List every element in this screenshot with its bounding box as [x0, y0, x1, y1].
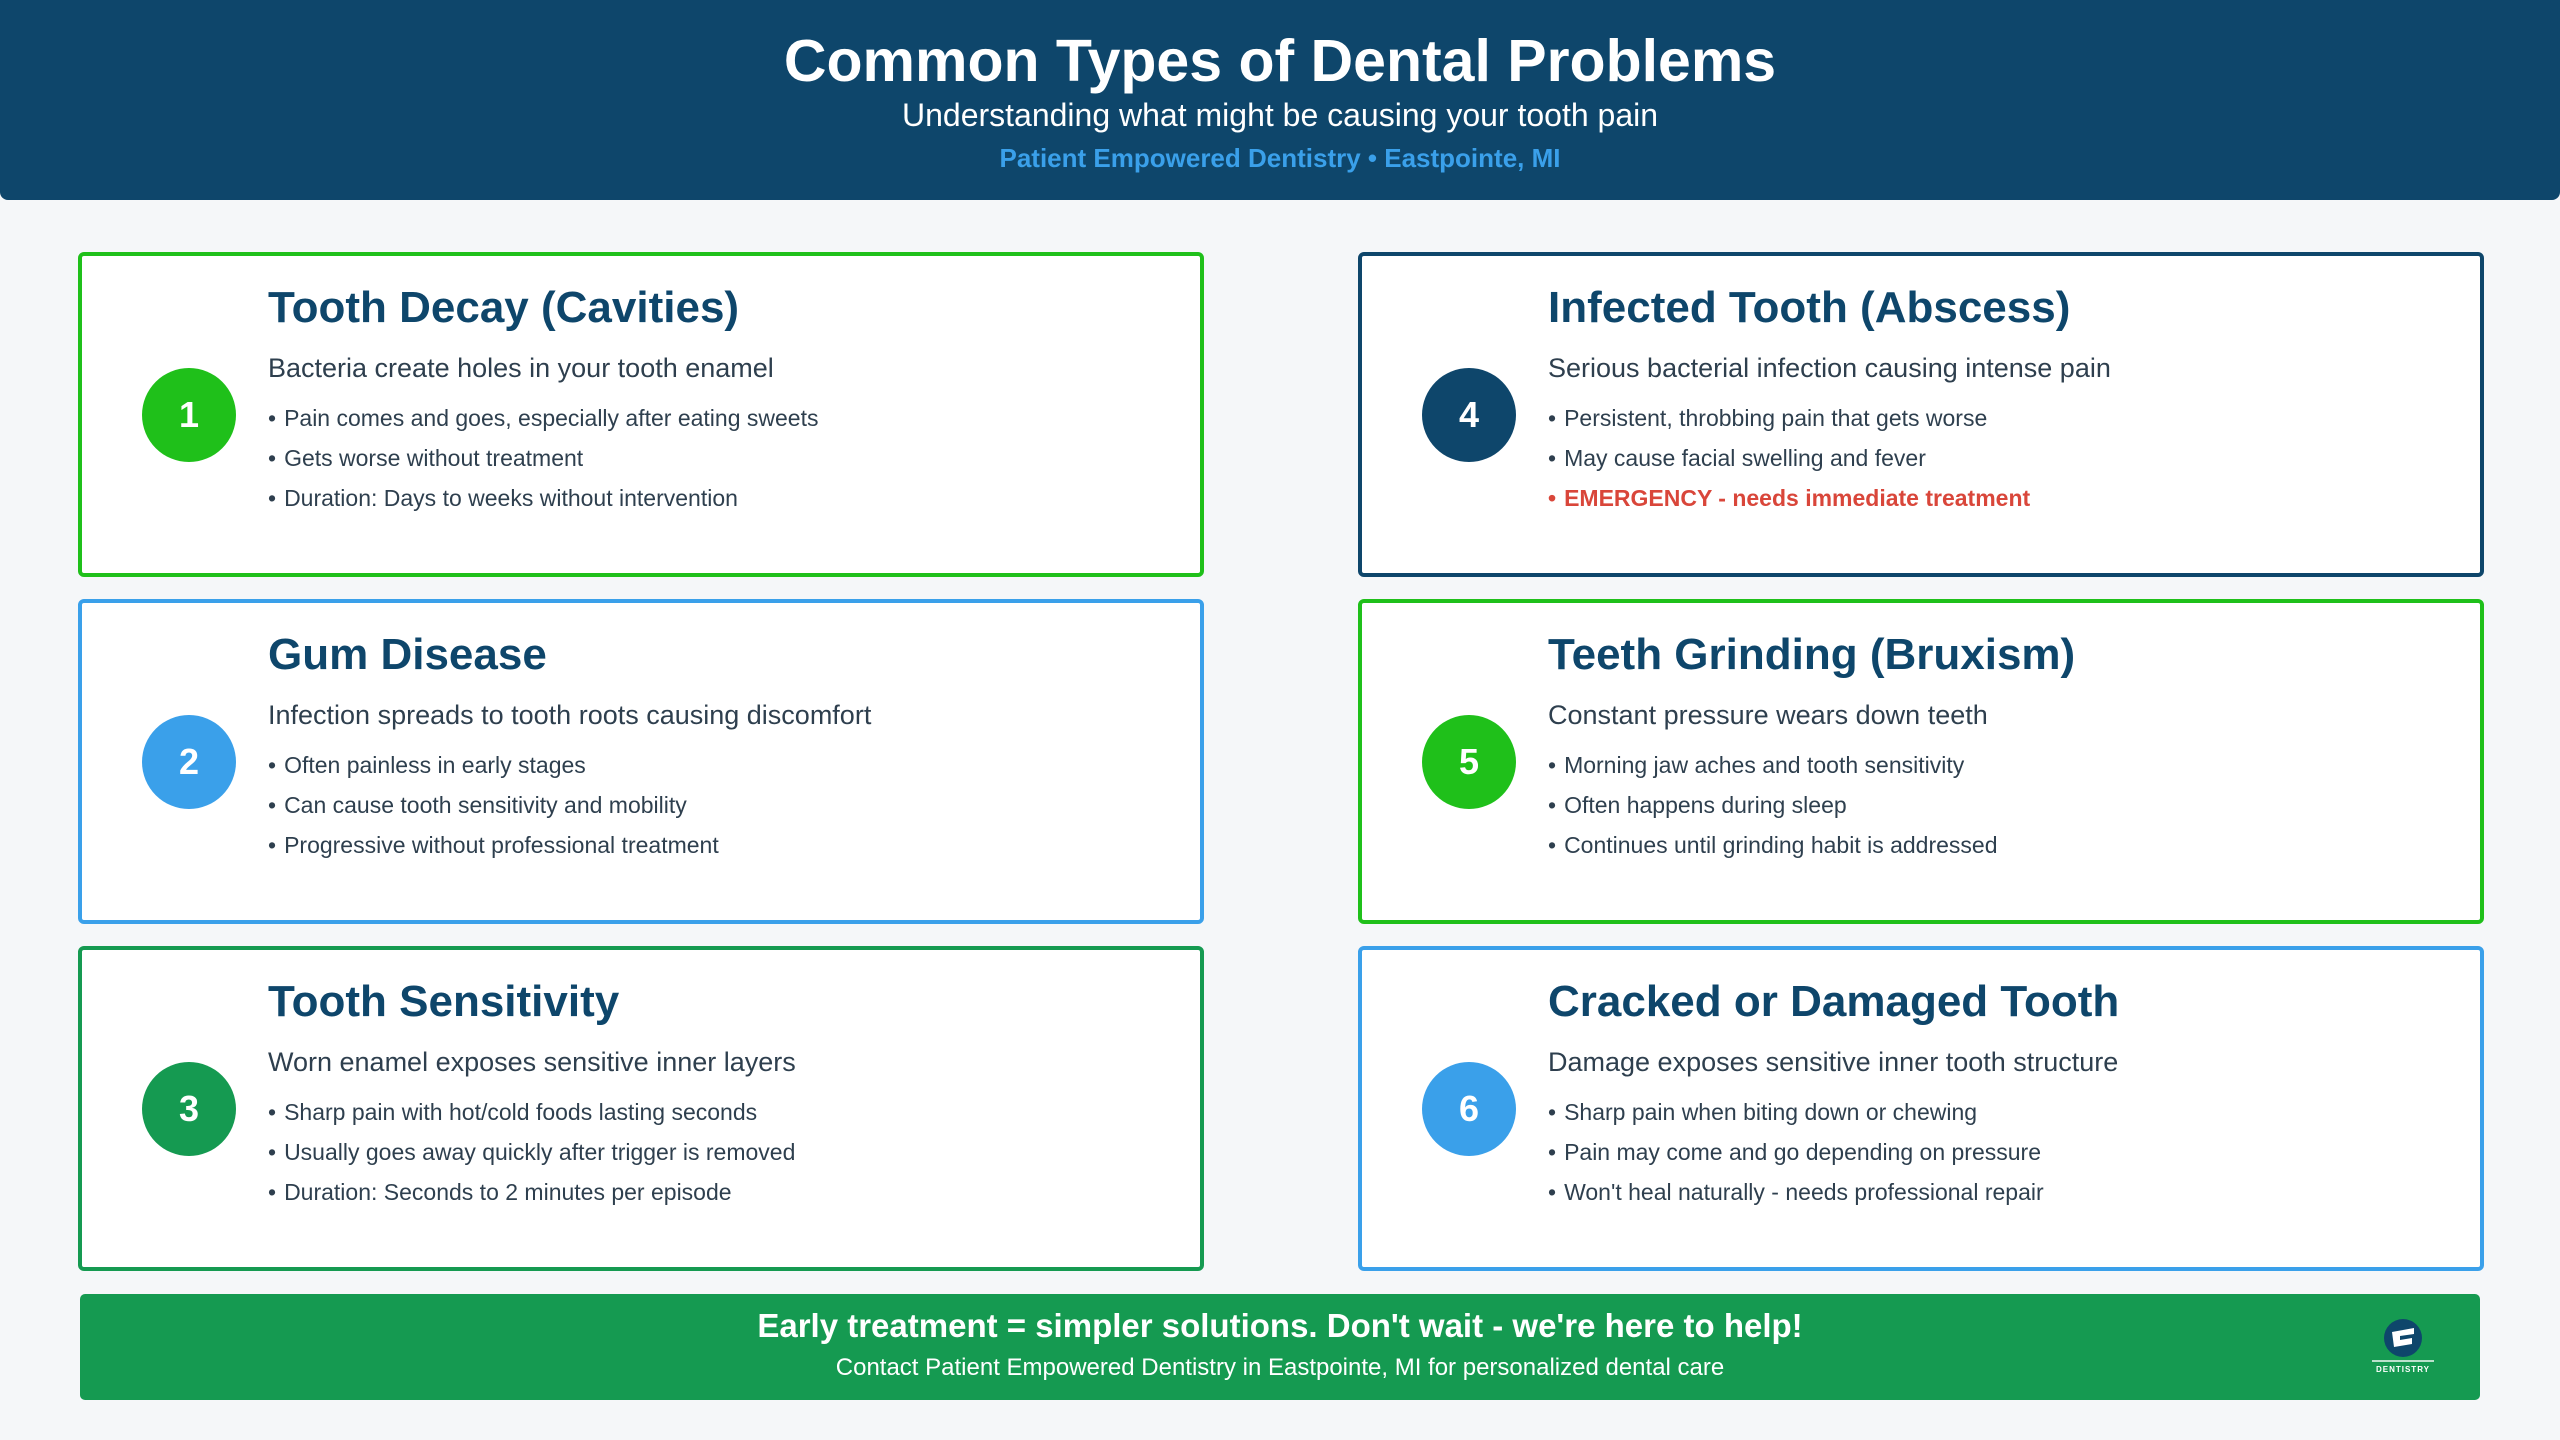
card-description: Bacteria create holes in your tooth enamel — [268, 353, 774, 383]
bullet: • — [1548, 1139, 1557, 1165]
bullet: • — [268, 445, 277, 471]
card-title: Gum Disease — [268, 630, 547, 679]
logo-text: DENTISTRY — [2375, 1365, 2431, 1374]
number-badge: 4 — [1422, 368, 1516, 462]
footer-title: Early treatment = simpler solutions. Don't wait - we're here to help! — [757, 1307, 1803, 1344]
card-title: Tooth Decay (Cavities) — [268, 283, 740, 332]
symptom-text: Morning jaw aches and tooth sensitivity — [1564, 752, 1965, 778]
symptom-text: Sharp pain with hot/cold foods lasting seconds — [284, 1099, 758, 1125]
symptom-text: Pain may come and go depending on pressure — [1564, 1139, 2041, 1165]
practice-name: Patient Empowered Dentistry • Eastpointe, MI — [999, 143, 1561, 173]
bullet: • — [268, 832, 277, 858]
symptom-list — [268, 745, 719, 865]
symptom-item — [268, 745, 719, 785]
symptom-item — [268, 785, 719, 825]
symptom-item — [268, 438, 818, 478]
symptom-item — [1548, 745, 1998, 785]
emergency-warning — [1548, 478, 2030, 518]
bullet: • — [1548, 405, 1557, 431]
symptom-text: Won't heal naturally - needs professional repair — [1564, 1179, 2044, 1205]
problem-card-cracked-tooth — [1358, 946, 2484, 1271]
number-badge: 1 — [142, 368, 236, 462]
symptom-item — [1548, 1132, 2044, 1172]
bullet: • — [268, 752, 277, 778]
symptom-list — [1548, 398, 2030, 518]
symptom-list — [1548, 745, 1998, 865]
symptom-text: Often happens during sleep — [1564, 792, 1847, 818]
tooth-logo-icon — [2362, 1316, 2444, 1378]
bullet: • — [268, 792, 277, 818]
symptom-text: Can cause tooth sensitivity and mobility — [284, 792, 687, 818]
symptom-list — [268, 398, 818, 518]
symptom-text: Gets worse without treatment — [284, 445, 584, 471]
bullet: • — [1548, 1099, 1557, 1125]
symptom-item — [268, 825, 719, 865]
card-description: Serious bacterial infection causing intense pain — [1548, 353, 2111, 383]
page-title: Common Types of Dental Problems — [783, 28, 1777, 94]
problem-card-gum-disease — [78, 599, 1204, 924]
symptom-item — [1548, 1172, 2044, 1212]
bullet: • — [1548, 445, 1557, 471]
symptom-item — [268, 398, 818, 438]
symptom-item — [1548, 1092, 2044, 1132]
bullet: • — [1548, 792, 1557, 818]
symptom-text: Usually goes away quickly after trigger is removed — [284, 1139, 796, 1165]
card-title: Teeth Grinding (Bruxism) — [1548, 630, 2076, 679]
symptom-text: May cause facial swelling and fever — [1564, 445, 1926, 471]
symptom-text: Duration: Days to weeks without intervention — [284, 485, 738, 511]
bullet: • — [268, 405, 277, 431]
symptom-text: Often painless in early stages — [284, 752, 586, 778]
symptom-text: Persistent, throbbing pain that gets worse — [1564, 405, 1988, 431]
symptom-text: Pain comes and goes, especially after eating sweets — [284, 405, 819, 431]
card-title: Infected Tooth (Abscess) — [1548, 283, 2071, 332]
number-badge: 6 — [1422, 1062, 1516, 1156]
symptom-item — [268, 478, 818, 518]
card-title: Tooth Sensitivity — [268, 977, 620, 1026]
card-description: Constant pressure wears down teeth — [1548, 700, 1988, 730]
bullet: • — [1548, 1179, 1557, 1205]
bullet: • — [1548, 832, 1557, 858]
symptom-list — [1548, 1092, 2044, 1212]
footer-subtitle: Contact Patient Empowered Dentistry in Eastpointe, MI for personalized dental care — [835, 1354, 1725, 1381]
symptom-text: Sharp pain when biting down or chewing — [1564, 1099, 1978, 1125]
symptom-list — [268, 1092, 795, 1212]
symptom-item — [1548, 398, 2030, 438]
header-banner — [0, 0, 2560, 200]
symptom-text: Progressive without professional treatment — [284, 832, 719, 858]
symptom-item — [1548, 785, 1998, 825]
number-badge: 2 — [142, 715, 236, 809]
problem-card-tooth-decay — [78, 252, 1204, 577]
bullet: • — [268, 1099, 277, 1125]
card-description: Worn enamel exposes sensitive inner layers — [268, 1047, 796, 1077]
card-description: Infection spreads to tooth roots causing discomfort — [268, 700, 872, 730]
symptom-item — [268, 1132, 795, 1172]
problem-card-infected-tooth — [1358, 252, 2484, 577]
footer-banner — [80, 1294, 2480, 1400]
card-description: Damage exposes sensitive inner tooth structure — [1548, 1047, 2119, 1077]
symptom-item — [268, 1172, 795, 1212]
bullet: • — [268, 485, 277, 511]
symptom-item — [1548, 438, 2030, 478]
symptom-item — [1548, 825, 1998, 865]
symptom-text: EMERGENCY - needs immediate treatment — [1564, 485, 2031, 511]
bullet: • — [268, 1179, 277, 1205]
number-badge: 3 — [142, 1062, 236, 1156]
page-subtitle: Understanding what might be causing your tooth pain — [901, 97, 1659, 133]
symptom-item — [268, 1092, 795, 1132]
symptom-text: Continues until grinding habit is addressed — [1564, 832, 1998, 858]
bullet: • — [268, 1139, 277, 1165]
problem-card-tooth-sensitivity — [78, 946, 1204, 1271]
bullet: • — [1548, 752, 1557, 778]
number-badge: 5 — [1422, 715, 1516, 809]
problem-card-teeth-grinding — [1358, 599, 2484, 924]
bullet: • — [1548, 485, 1557, 511]
card-title: Cracked or Damaged Tooth — [1548, 977, 2120, 1026]
symptom-text: Duration: Seconds to 2 minutes per episode — [284, 1179, 732, 1205]
